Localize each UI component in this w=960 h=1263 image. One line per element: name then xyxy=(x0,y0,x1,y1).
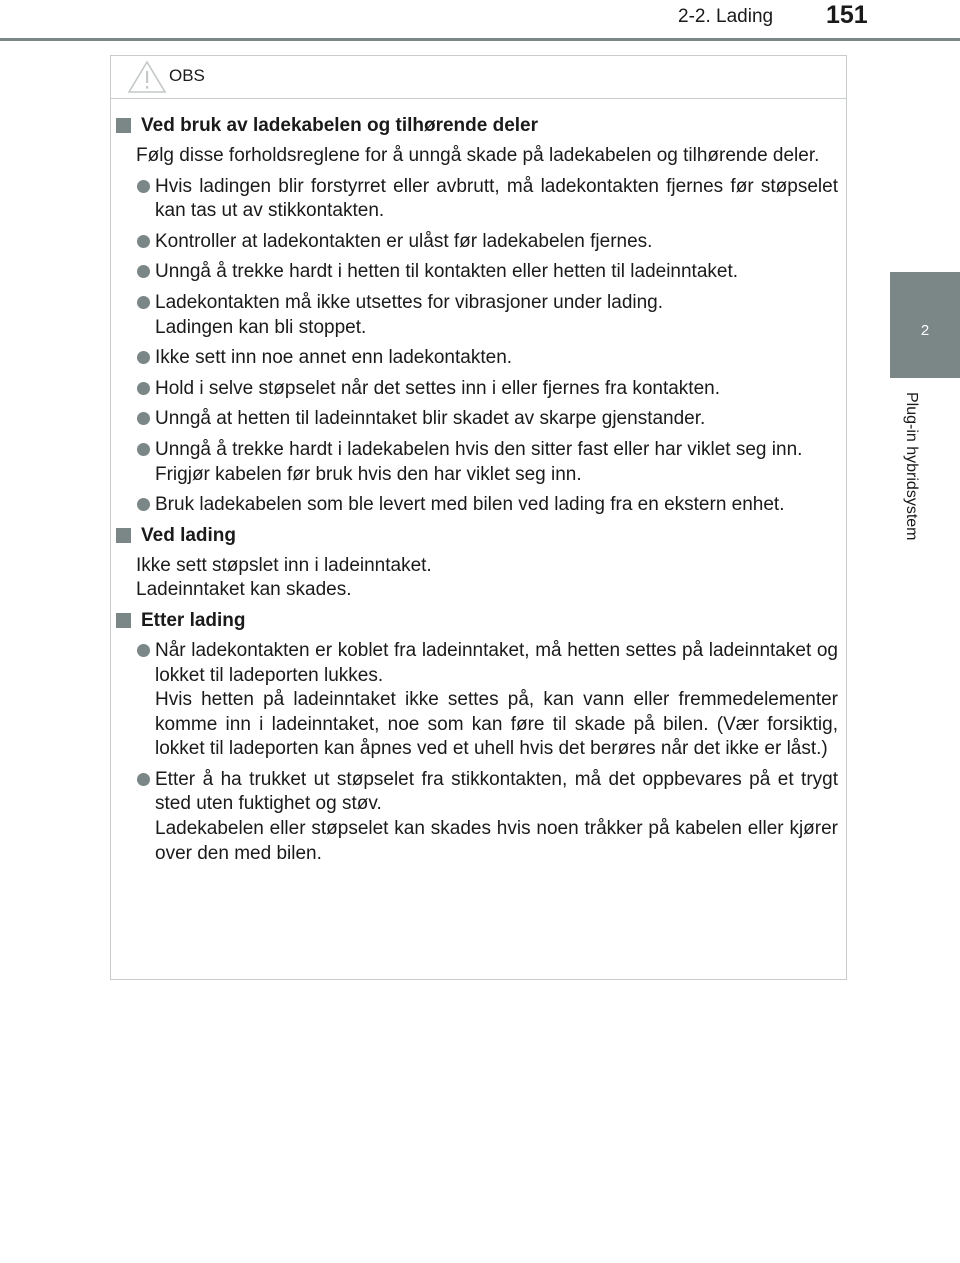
notice-title: OBS xyxy=(169,66,205,85)
chapter-tab xyxy=(890,272,960,378)
list-item-text: Hvis ladingen blir forstyrret eller avbrutt, må ladekontakten fjernes før støpselet kan tas ut av stikkontakten. xyxy=(155,175,838,222)
list-item-text: Etter å ha trukket ut støpselet fra stikkontakten, må det oppbevares på et trygt sted uten fuktighet og støv. xyxy=(155,768,838,815)
round-bullet-icon xyxy=(137,773,150,786)
section-heading xyxy=(116,114,848,138)
section-heading-text: Etter lading xyxy=(141,609,246,631)
round-bullet-icon xyxy=(137,296,150,309)
round-bullet-icon xyxy=(137,498,150,511)
section-text xyxy=(136,554,838,603)
chapter-number: 2 xyxy=(920,322,930,339)
list-item-text: Unngå å trekke hardt i ladekabelen hvis den sitter fast eller har viklet seg inn. xyxy=(155,438,803,460)
list-item-text: Ikke sett inn noe annet enn ladekontakten. xyxy=(155,347,513,369)
round-bullet-icon xyxy=(137,265,150,278)
list-item-note: Ladekabelen eller støpselet kan skades hvis noen tråkker på kabelen eller kjører over den med bilen. xyxy=(155,818,838,864)
list-item xyxy=(155,175,838,224)
list-item-text: Bruk ladekabelen som ble levert med bilen ved lading fra en ekstern enhet. xyxy=(155,494,785,516)
section-heading-text: Ved bruk av ladekabelen og tilhørende deler xyxy=(141,115,539,136)
notice-box xyxy=(110,55,847,980)
section-intro: Følg disse forholdsreglene for å unngå skade på ladekabelen og tilhørende deler. xyxy=(136,145,820,166)
list-item xyxy=(155,407,838,432)
list-item-text: Hold i selve støpselet når det settes inn i eller fjernes fra kontakten. xyxy=(155,377,720,399)
square-bullet-icon xyxy=(116,613,131,628)
round-bullet-icon xyxy=(137,351,150,364)
section-line: Ikke sett støpslet inn i ladeinntaket. xyxy=(136,554,432,576)
list-item-note: Hvis hetten på ladeinntaket ikke settes på, kan vann eller fremmedelementer komme inn i ladeinntaket, noe som kan føre til skade på bilen. (Vær forsiktig, lokket til ladeporten kan åpnes ved et uhell hvis det berøres når det ikke er låst.) xyxy=(155,689,838,760)
list-item-text: Kontroller at ladekontakten er ulåst før ladekabelen fjernes. xyxy=(155,230,653,252)
square-bullet-icon xyxy=(116,528,131,543)
section-heading-text: Ved lading xyxy=(141,524,237,546)
list-item xyxy=(155,346,838,371)
chapter-label xyxy=(896,392,920,582)
list-item xyxy=(155,438,838,487)
square-bullet-icon xyxy=(116,118,131,133)
round-bullet-icon xyxy=(137,443,150,456)
round-bullet-icon xyxy=(137,412,150,425)
list-item xyxy=(155,230,838,255)
list-item xyxy=(155,260,838,285)
section-heading xyxy=(116,609,848,633)
list-item xyxy=(155,639,838,762)
list-item xyxy=(155,768,838,866)
section-title: 2-2. Lading xyxy=(678,6,774,27)
page-number: 151 xyxy=(826,1,868,29)
list-item-text: Unngå å trekke hardt i hetten til kontakten eller hetten til ladeinntaket. xyxy=(155,261,739,283)
round-bullet-icon xyxy=(137,382,150,395)
list-item-note: Frigjør kabelen før bruk hvis den har viklet seg inn. xyxy=(155,463,582,485)
warning-triangle-icon xyxy=(127,60,167,94)
header-rule xyxy=(0,38,960,41)
list-item-text: Ladekontakten må ikke utsettes for vibrasjoner under lading. xyxy=(155,291,664,313)
notice-header xyxy=(111,56,846,99)
round-bullet-icon xyxy=(137,644,150,657)
chapter-label-text: Plug-in hybridsystem xyxy=(903,392,920,541)
list-item-text: Unngå at hetten til ladeinntaket blir skadet av skarpe gjenstander. xyxy=(155,408,706,430)
notice-content xyxy=(111,114,848,872)
round-bullet-icon xyxy=(137,235,150,248)
round-bullet-icon xyxy=(137,180,150,193)
list-item-note: Ladingen kan bli stoppet. xyxy=(155,316,367,338)
list-item xyxy=(155,291,838,340)
list-item xyxy=(155,377,838,402)
list-item-text: Når ladekontakten er koblet fra ladeinntaket, må hetten settes på ladeinntaket og lokket til ladeporten lukkes. xyxy=(155,639,838,686)
list-item xyxy=(155,493,838,518)
section-line: Ladeinntaket kan skades. xyxy=(136,579,352,601)
section-heading xyxy=(116,524,848,548)
